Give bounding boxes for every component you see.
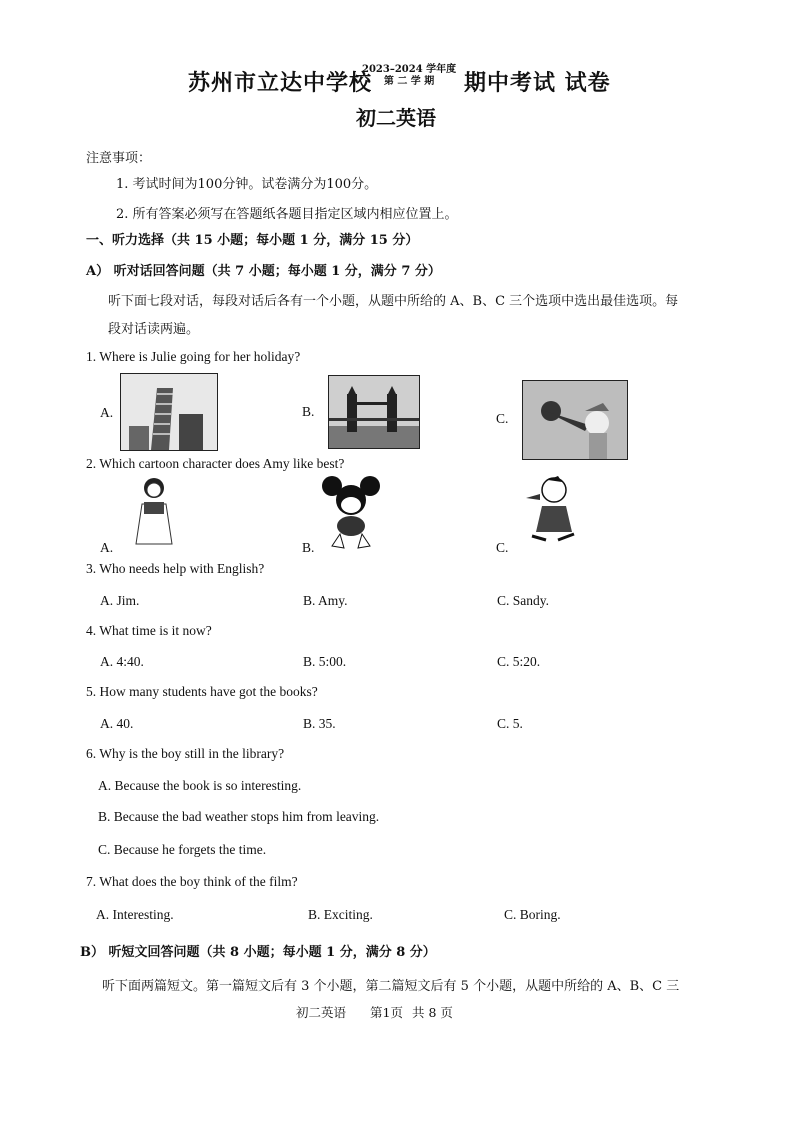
q1-option-a-label: A.	[100, 405, 114, 420]
part-b-title: B） 听短文回答问题（共 8 小题；每小题 1 分，满分 8 分）	[80, 945, 436, 960]
notice-item-2: 2. 所有答案必须写在答题纸各题目指定区域内相应位置上。	[116, 207, 458, 222]
q1-option-c-label: C.	[496, 411, 509, 426]
leaning-tower-icon	[121, 374, 217, 450]
footer-total-pages: 共 8 页	[412, 1005, 453, 1020]
tower-bridge-icon	[329, 376, 419, 448]
school-name: 苏州市立达中学校	[188, 70, 373, 96]
q5-option-b: B. 35.	[303, 716, 336, 731]
subject-title: 初二英语	[356, 106, 436, 130]
question-7: 7. What does the boy think of the film?	[86, 874, 298, 889]
academic-year: 2023–2024 学年度	[362, 64, 457, 75]
part-a-instruction-line-2: 段对话读两遍。	[108, 322, 200, 337]
academic-year-block	[362, 64, 456, 88]
q5-option-a: A. 40.	[100, 716, 134, 731]
part-a-instruction-line-1: 听下面七段对话，每段对话后各有一个小题，从题中所给的 A、B、C 三个选项中选出最佳选项。每	[108, 294, 679, 309]
question-2: 2. Which cartoon character does Amy like best?	[86, 456, 345, 471]
q1-option-b-label: B.	[302, 404, 315, 419]
mickey-mouse-icon	[318, 474, 384, 552]
question-5: 5. How many students have got the books?	[86, 684, 318, 699]
q2-option-b-label: B.	[302, 540, 315, 555]
q3-option-c: C. Sandy.	[497, 593, 550, 608]
footer-subject: 初二英语	[296, 1005, 347, 1020]
q3-option-b: B. Amy.	[303, 593, 348, 608]
semester: 第 二 学 期	[383, 76, 435, 87]
question-1: 1. Where is Julie going for her holiday?	[86, 349, 301, 364]
snow-white-icon	[128, 474, 180, 548]
q7-option-c: C. Boring.	[504, 907, 561, 922]
q1-statue-of-liberty-image	[522, 380, 628, 460]
notice-heading: 注意事项：	[86, 151, 152, 166]
donald-duck-icon	[518, 474, 582, 548]
part-b-instruction-line-1: 听下面两篇短文。第一篇短文后有 3 个小题，第二篇短文后有 5 个小题，从题中所给的 A、B、C 三	[102, 979, 680, 994]
section-1-title: 一、听力选择（共 15 小题；每小题 1 分，满分 15 分）	[86, 233, 419, 248]
exam-title: 期中考试 试卷	[464, 70, 611, 96]
q4-option-a: A. 4:40.	[100, 654, 144, 669]
q1-tower-bridge-image	[328, 375, 420, 449]
notice-item-1: 1. 考试时间为100分钟。试卷满分为100分。	[116, 177, 378, 192]
q6-option-a: A. Because the book is so interesting.	[98, 778, 302, 793]
statue-of-liberty-icon	[523, 381, 627, 459]
question-4: 4. What time is it now?	[86, 623, 212, 638]
q2-option-c-label: C.	[496, 540, 509, 555]
q7-option-b: B. Exciting.	[308, 907, 373, 922]
q3-option-a: A. Jim.	[100, 593, 140, 608]
q6-option-b: B. Because the bad weather stops him from leaving.	[98, 809, 380, 824]
question-6: 6. Why is the boy still in the library?	[86, 746, 285, 761]
q2-option-a-label: A.	[100, 540, 114, 555]
footer-page: 第1页	[370, 1005, 403, 1020]
q6-option-c: C. Because he forgets the time.	[98, 842, 267, 857]
q1-leaning-tower-image	[120, 373, 218, 451]
question-3: 3. Who needs help with English?	[86, 561, 265, 576]
q7-option-a: A. Interesting.	[96, 907, 174, 922]
q4-option-c: C. 5:20.	[497, 654, 541, 669]
q5-option-c: C. 5.	[497, 716, 523, 731]
q4-option-b: B. 5:00.	[303, 654, 347, 669]
part-a-title: A） 听对话回答问题（共 7 小题；每小题 1 分，满分 7 分）	[86, 264, 441, 279]
